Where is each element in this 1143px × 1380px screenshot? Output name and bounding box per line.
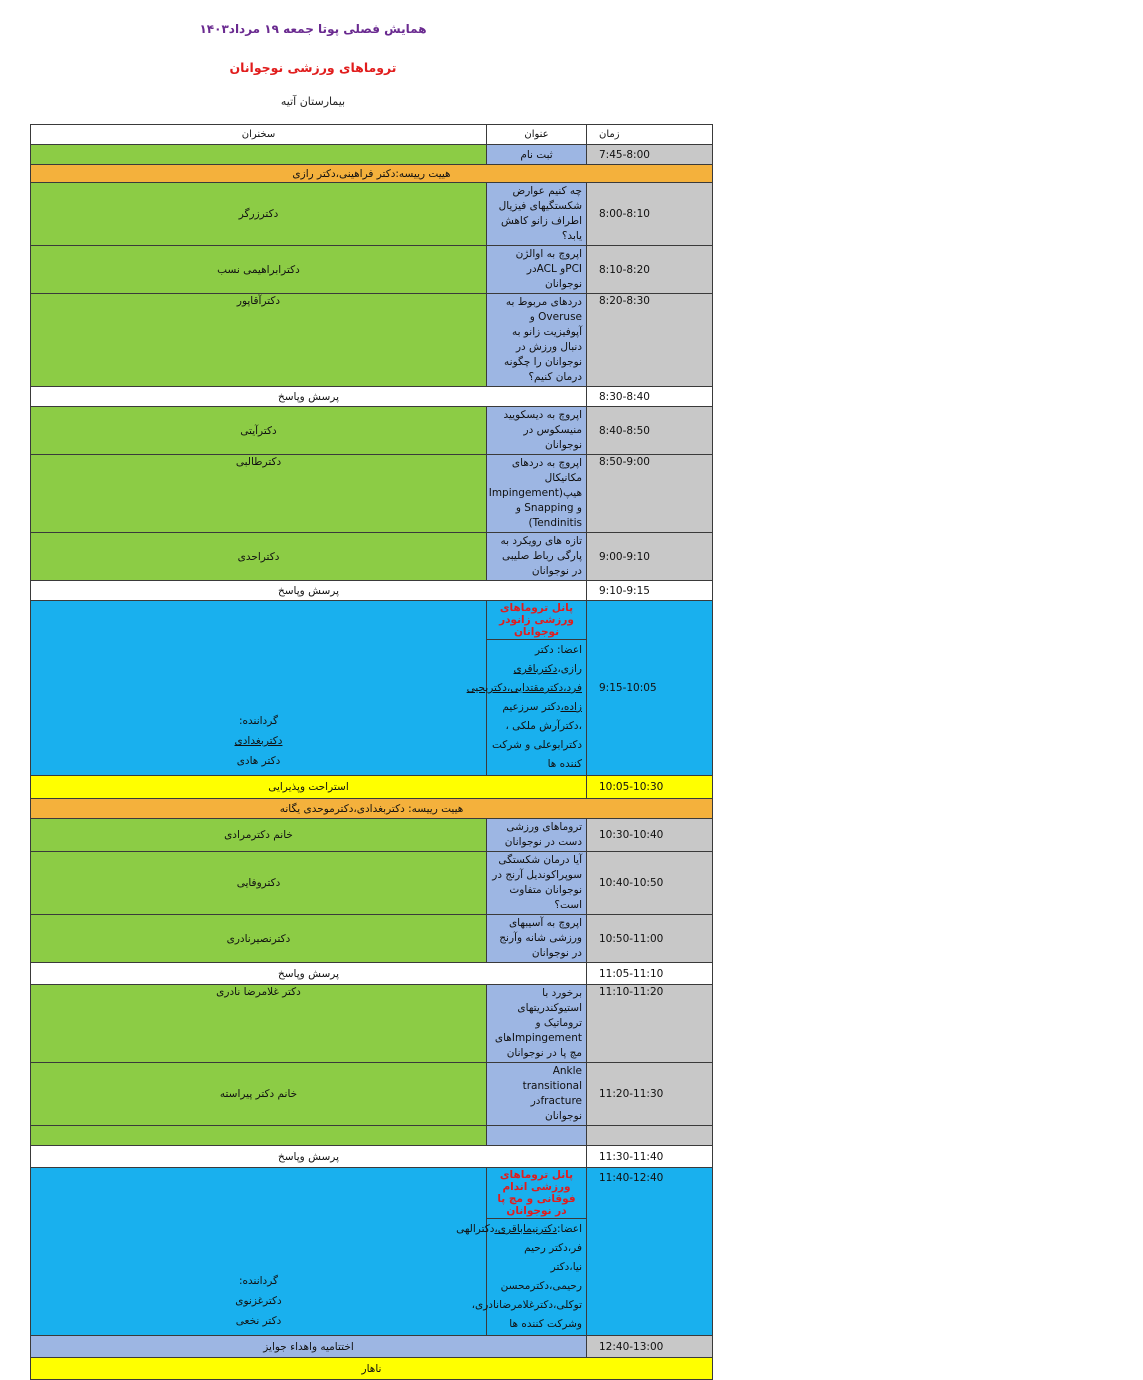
time-cell: 12:40-13:00 <box>587 1336 713 1358</box>
chair-row: هییت رییسه:دکتر فراهینی،دکتر رازی <box>31 165 713 183</box>
event-venue: بیمارستان آتیه <box>280 95 346 108</box>
speaker-cell <box>31 145 487 165</box>
table-row <box>31 183 1143 246</box>
members-underlined: دکترباقری فرد،دکترمقتدایی،دکتریحیی زاده، <box>466 663 582 713</box>
time-cell: 8:50-9:00 <box>587 455 713 533</box>
table-row <box>31 799 1143 819</box>
table-row <box>31 246 1143 294</box>
table-row <box>31 1336 1143 1358</box>
title-cell: ثبت نام <box>487 145 587 165</box>
speaker-cell: دکترنصیرنادری <box>31 915 487 963</box>
table-row <box>31 915 1143 963</box>
title-cell: برخورد با استیوکندریتهای تروماتیک و Impingementهای مچ پا در نوجوانان <box>487 985 587 1063</box>
panel-row <box>31 601 1143 640</box>
title-cell: تروماهای ورزشی دست در نوجوانان <box>487 819 587 852</box>
time-cell: 8:40-8:50 <box>587 407 713 455</box>
title-cell <box>487 1126 587 1146</box>
qa-cell: پرسش وپاسخ <box>31 581 587 601</box>
table-row <box>31 165 1143 183</box>
panel-title: پانل تروماهای ورزشی اندام فوقانی و مچ پا در نوجوانان <box>487 1168 587 1219</box>
table-row <box>31 407 1143 455</box>
event-title: همایش فصلی پوتا جمعه ۱۹ مرداد۱۴۰۳ <box>199 22 427 36</box>
members-prefix: اعضا: دکتر رازی، <box>535 644 582 675</box>
speaker-cell: دکتر غلامرضا نادری <box>31 985 487 1063</box>
table-row <box>31 819 1143 852</box>
moderator-name: دکتر نخعی <box>235 1315 282 1327</box>
time-cell: 11:20-11:30 <box>587 1063 713 1126</box>
qa-cell: پرسش وپاسخ <box>31 1146 587 1168</box>
panel-members <box>456 1219 587 1336</box>
header-time: زمان <box>587 125 713 145</box>
table-row <box>31 294 1143 387</box>
speaker-cell: دکترطالبی <box>31 455 487 533</box>
members-rest: دکترالهی فر،دکتر رحیم نیا،دکتر رحیمی،دکترمحسن توکلی،دکترغلامرضانادری، وشرکت کننده ها <box>456 1223 582 1330</box>
title-cell: اپروچ به دردهای مکانیکال هیپ(Impingement و Snapping و Tendinitis) <box>487 455 587 533</box>
table-row <box>31 852 1143 915</box>
time-cell: 8:20-8:30 <box>587 294 713 387</box>
time-cell: 8:30-8:40 <box>587 387 713 407</box>
table-row <box>31 533 1143 581</box>
members-underlined: دکترنیماباقری، <box>494 1223 557 1235</box>
speaker-cell <box>31 1126 487 1146</box>
moderator-name: دکتربغدادی <box>234 735 283 747</box>
moderator-cell <box>31 601 487 776</box>
time-cell: 10:40-10:50 <box>587 852 713 915</box>
title-cell: آیا درمان شکستگی سوپراکوندیل آرنج در نوجوانان متفاوت است؟ <box>487 852 587 915</box>
time-cell: 9:00-9:10 <box>587 533 713 581</box>
moderator-name: دکتر هادی <box>236 755 281 767</box>
speaker-cell: دکترآقاپور <box>31 294 487 387</box>
table-row <box>31 985 1143 1063</box>
table-row <box>31 1126 1143 1146</box>
speaker-cell: خانم دکترمرادی <box>31 819 487 852</box>
moderator-label: گرداننده: <box>238 715 279 727</box>
header-title: عنوان <box>487 125 587 145</box>
table-row <box>31 581 1143 601</box>
time-cell: 11:40-12:40 <box>587 1168 713 1336</box>
time-cell: 8:00-8:10 <box>587 183 713 246</box>
members-rest: دکتر سرزعیم ،دکترآرش ملکی ، دکترابوعلی و شرکت کننده ها <box>491 701 582 770</box>
header-speaker: سخنران <box>31 125 487 145</box>
time-cell: 9:10-9:15 <box>587 581 713 601</box>
panel-row <box>31 1168 1143 1219</box>
title-cell: Ankle transitional fractureدر نوجوانان <box>487 1063 587 1126</box>
closing-cell: اختتامیه واهداء جوایز <box>31 1336 587 1358</box>
table-row <box>31 1146 1143 1168</box>
time-cell: 10:05-10:30 <box>587 776 713 799</box>
title-cell: اپروچ به اوالژن PCIو ACLدر نوجوانان <box>487 246 587 294</box>
table-row <box>31 455 1143 533</box>
table-row <box>31 963 1143 985</box>
moderator-name: دکترغزنوی <box>235 1295 282 1307</box>
moderator-cell <box>31 1168 487 1336</box>
title-cell: چه کنیم عوارض شکستگیهای فیزیال اطراف زانو کاهش یابد؟ <box>487 183 587 246</box>
time-cell: 9:15-10:05 <box>587 601 713 776</box>
speaker-cell: دکترزرگر <box>31 183 487 246</box>
title-cell: دردهای مربوط به Overuse و آپوفیزیت زانو به دنبال ورزش در نوجوانان را چگونه درمان کنیم؟ <box>487 294 587 387</box>
chair-row: هییت رییسه: دکتربغدادی،دکترموحدی یگانه <box>31 799 713 819</box>
time-cell <box>587 1126 713 1146</box>
speaker-cell: دکترابراهیمی نسب <box>31 246 487 294</box>
panel-title: پانل تروماهای ورزشی زانودر نوجوانان <box>487 601 587 640</box>
qa-cell: پرسش وپاسخ <box>31 963 587 985</box>
speaker-cell: دکترآیتی <box>31 407 487 455</box>
schedule-table <box>30 124 1143 1380</box>
qa-cell: پرسش وپاسخ <box>31 387 587 407</box>
table-row <box>31 776 1143 799</box>
time-cell: 10:30-10:40 <box>587 819 713 852</box>
time-cell: 11:05-11:10 <box>587 963 713 985</box>
time-cell: 8:10-8:20 <box>587 246 713 294</box>
time-cell: 11:10-11:20 <box>587 985 713 1063</box>
speaker-cell: دکتروفایی <box>31 852 487 915</box>
lunch-cell: ناهار <box>31 1358 713 1380</box>
table-row <box>31 387 1143 407</box>
time-cell: 7:45-8:00 <box>587 145 713 165</box>
title-cell: اپروچ به آسیبهای ورزشی شانه وآرنج در نوجوانان <box>487 915 587 963</box>
event-subtitle: تروماهای ورزشی نوجوانان <box>229 60 397 75</box>
table-header-row <box>31 125 1143 145</box>
time-cell: 11:30-11:40 <box>587 1146 713 1168</box>
break-cell: استراحت وپذیرایی <box>31 776 587 799</box>
speaker-cell: دکتراحدی <box>31 533 487 581</box>
members-prefix: اعضا: <box>556 1223 582 1235</box>
moderator-label: گرداننده: <box>238 1275 279 1287</box>
title-cell: اپروچ به دیسکویید منیسکوس در نوجوانان <box>487 407 587 455</box>
speaker-cell: خانم دکتر پیراسته <box>31 1063 487 1126</box>
title-cell: تازه های رویکرد به پارگی رباط صلیبی در نوجوانان <box>487 533 587 581</box>
panel-members <box>466 640 587 776</box>
table-row <box>31 1358 1143 1380</box>
table-row <box>31 145 1143 165</box>
table-row <box>31 1063 1143 1126</box>
time-cell: 10:50-11:00 <box>587 915 713 963</box>
